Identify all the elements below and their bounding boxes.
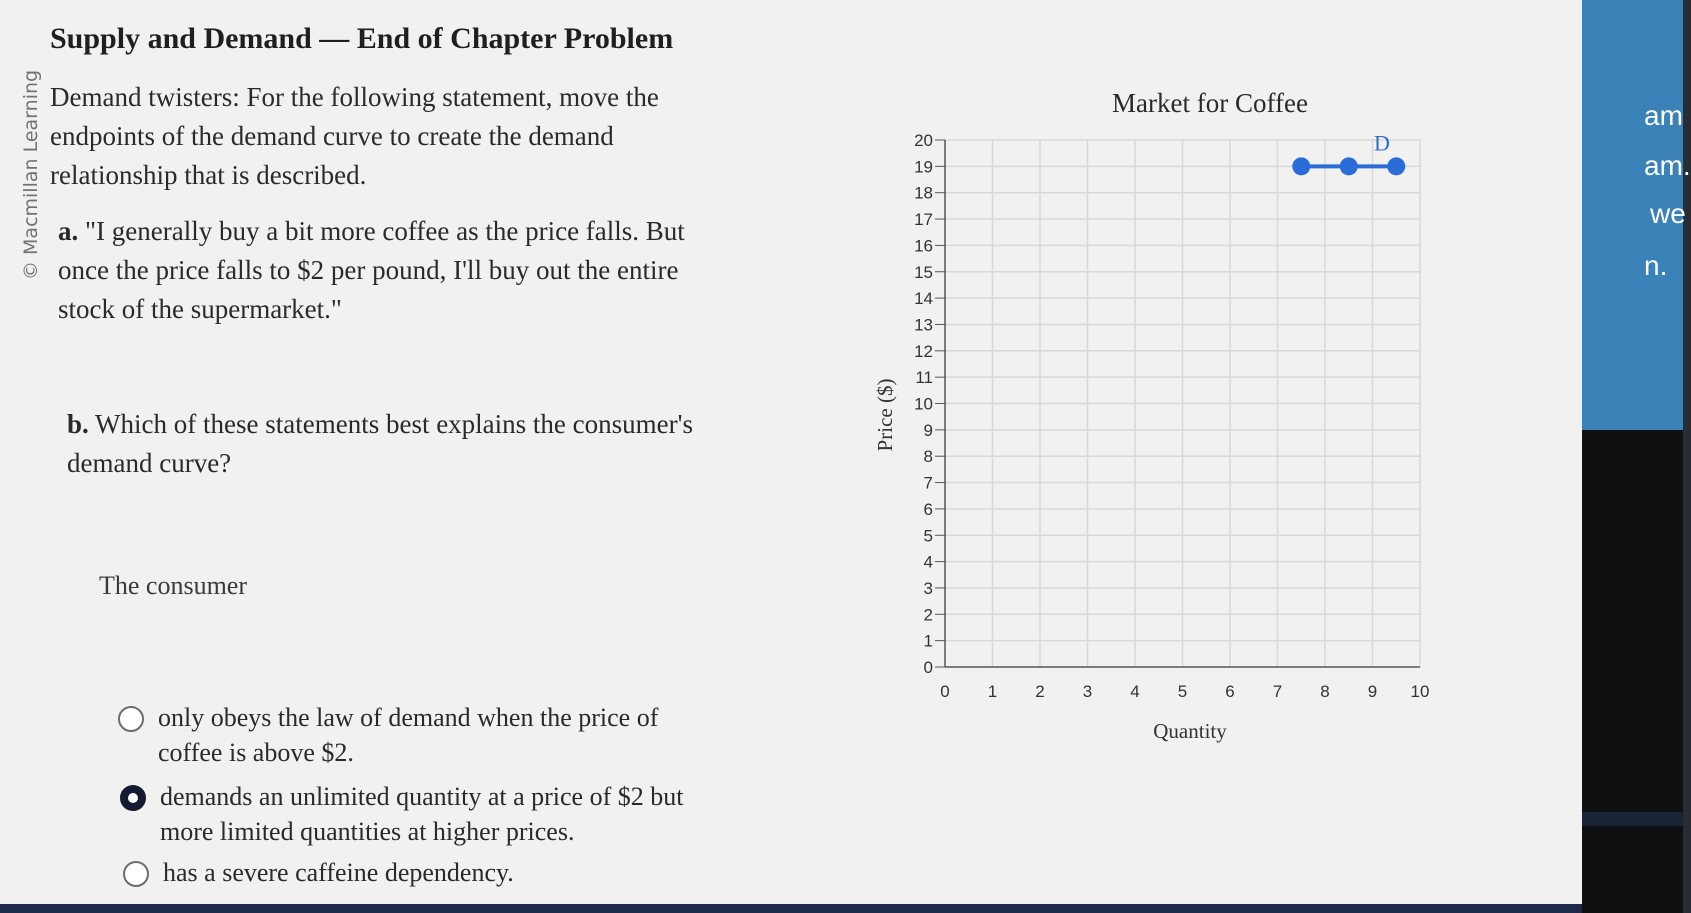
y-axis-label: Price ($) (873, 378, 897, 452)
y-tick-label: 0 (923, 658, 933, 677)
option-caffeine-dependency[interactable] (123, 855, 723, 890)
y-tick-label: 11 (915, 368, 933, 388)
option-unlimited-quantity[interactable] (120, 779, 720, 849)
chart-grid (945, 140, 1420, 667)
copyright-watermark: © Macmillan Learning (20, 69, 42, 280)
y-tick-label: 9 (923, 420, 933, 440)
x-tick-label: 10 (1410, 682, 1430, 701)
demand-curve-point[interactable] (1340, 157, 1358, 175)
x-tick-label: 5 (1177, 682, 1188, 701)
x-tick-label: 9 (1367, 682, 1378, 701)
y-tick-label: 3 (923, 578, 933, 598)
part-b-question: Which of these statements best explains the consumer's demand curve? (67, 409, 694, 478)
x-tick-label: 8 (1320, 682, 1330, 701)
part-a (58, 212, 708, 329)
side-fragment: we (1650, 198, 1686, 229)
x-tick-label: 1 (987, 682, 998, 701)
y-tick-label: 20 (914, 131, 933, 150)
x-tick-label: 0 (940, 682, 950, 701)
demand-curve[interactable] (1292, 130, 1405, 175)
bottom-strip (0, 904, 1683, 913)
y-tick-label: 13 (914, 315, 933, 335)
x-tick-label: 6 (1225, 682, 1235, 701)
part-b-marker: b. (67, 409, 89, 439)
y-tick-label: 1 (923, 631, 933, 651)
x-tick-label: 2 (1035, 682, 1045, 701)
y-tick-label: 17 (914, 210, 933, 230)
y-tick-label: 6 (923, 499, 933, 519)
x-tick-label: 4 (1130, 682, 1140, 701)
y-tick-label: 5 (923, 526, 933, 546)
y-tick-label: 4 (923, 552, 933, 572)
side-fragment: am. (1644, 150, 1691, 181)
part-a-marker: a. (58, 216, 79, 246)
radio-button-selected[interactable] (120, 785, 146, 811)
adjacent-window-bar (1582, 812, 1683, 826)
y-tick-label: 2 (923, 605, 933, 625)
side-fragment: n. (1644, 250, 1668, 281)
demand-curve-point[interactable] (1387, 157, 1405, 175)
side-fragment: am (1644, 100, 1683, 131)
demand-curve-point[interactable] (1292, 157, 1310, 175)
y-tick-label: 12 (914, 341, 933, 361)
y-tick-label: 15 (914, 262, 933, 282)
y-tick-label: 7 (923, 473, 933, 493)
page-title: Supply and Demand — End of Chapter Problem (50, 22, 674, 55)
x-tick-label: 3 (1082, 682, 1093, 701)
chart-ticks (914, 131, 1429, 701)
y-tick-label: 14 (914, 289, 933, 309)
coffee-market-chart[interactable] (860, 80, 1520, 750)
series-label: D (1374, 130, 1390, 156)
part-a-statement: "I generally buy a bit more coffee as the price falls. But once the price falls to $2 per pound, I'll buy out the entire stock of the supermarket." (58, 216, 685, 324)
x-tick-label: 7 (1272, 682, 1283, 701)
y-tick-label: 19 (914, 157, 933, 177)
y-tick-label: 10 (914, 394, 933, 414)
y-tick-label: 8 (923, 447, 933, 467)
y-tick-label: 18 (914, 183, 933, 203)
radio-button[interactable] (123, 861, 149, 887)
part-b (67, 405, 717, 483)
problem-intro: Demand twisters: For the following statement, move the endpoints of the demand curve to create the demand relationship that is described. (50, 82, 659, 190)
y-tick-label: 16 (914, 236, 933, 256)
x-axis-label: Quantity (1153, 719, 1227, 743)
option-label: only obeys the law of demand when the price of coffee is above $2. (158, 703, 659, 767)
chart-title: Market for Coffee (1112, 88, 1308, 118)
option-law-of-demand[interactable] (118, 700, 718, 770)
option-label: has a severe caffeine dependency. (163, 858, 514, 887)
option-label: demands an unlimited quantity at a price of $2 but more limited quantities at higher prices. (160, 782, 684, 846)
radio-button[interactable] (118, 706, 144, 732)
consumer-label: The consumer (99, 571, 248, 600)
adjacent-window (1582, 0, 1691, 913)
